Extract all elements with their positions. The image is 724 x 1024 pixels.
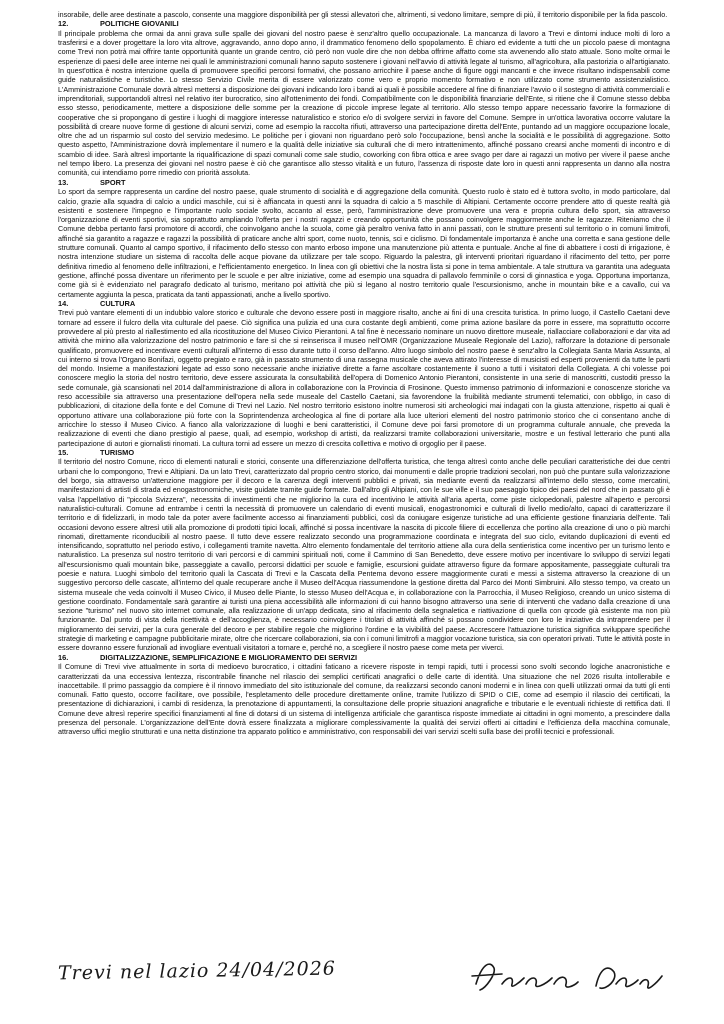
section-15: [58, 448, 670, 653]
section-body: Il principale problema che ormai da anni grava sulle spalle dei giovani del nostro paese è senz'altro quello occupazionale. La mancanza di lavoro a Trevi e dintorni induce molti di loro a trasferirsi e a dover progettare la loro vita altrove, aggravando, anno dopo anno, il drammatico fenomeno dello spopolamento. È chiaro ed evidente a tutti che un piccolo paese di montagna come Trevi non potrà mai offrire tante opportunità quante un grande centro, ciò però non vuole dire che non debba offrirne affatto come sta avvenendo allo stato attuale. Sono molte ormai le esperienze di paesi delle aree interne nei quali le amministrazioni comunali hanno saputo sostenere i giovani nell'avvio di attività legate al turismo, all'agricoltura, alla pastorizia o all'artigianato. In quest'ottica è nostra intenzione quella di promuovere specifici percorsi formativi, che possano arricchire il paese anche di figure oggi mancanti e che invece risultano indispensabili come guide naturalistiche e turistiche. Lo stesso Servizio Civile merita di essere valorizzato come vero e proprio momento formativo e non utilizzato come strumento assistenzialistico. L'Amministrazione Comunale dovrà altresì mettersi a disposizione dei giovani indicando loro i bandi ai quali è possibile accedere al fine di finanziare l'avvio o il sostegno di attività commerciali e imprenditoriali, supportandoli altresì nel relativo iter burocratico, sino all'ottenimento dei fondi. Compatibilmente con le disponibilità finanziarie dell'Ente, si ritiene che il Comune stesso debba esso stesso, periodicamente, mettere a disposizione delle somme per la creazione di piccole imprese legate al territorio. Allo stesso tempo appare necessario favorire la formazione di cooperative che si propongano di gestire i luoghi di maggiore interesse naturalistico e storico e/o di svolgere servizi in favore del Comune. Sempre in un'ottica lavorativa occorre valutare la possibilità di creare nuove forme di gestione di alcuni servizi, come ad esempio la raccolta rifiuti, attraverso una partecipazione diretta dell'Ente, puntando ad un maggiore occupazione locale, oltre che ad un risparmio sul costo del servizio medesimo. Le politiche per i giovani non riguardano però solo l'occupazione, bensì anche la socialità e le possibilità di aggregazione. Sotto questo aspetto, l'Amministrazione dovrà implementare il numero e la qualità delle iniziative sia culturali che di mero intrattenimento, affinché possano crearsi anche momenti di incontro e di scambio di idee. Sarà altresì importante la riqualificazione di spazi comunali come sale studio, coworking con fibra ottica e aree svago per dare ai ragazzi un motivo per vivere il paese anche nel tempo libero. La presenza dei giovani nel nostro paese è ciò che garantisce allo stesso vitalità e un futuro, l'assenza di risposte date loro in questi anni rappresenta un danno alla nostra comunità, cui intendiamo porre rimedio con priorità assoluta.: [58, 28, 670, 178]
section-title: TURISMO: [100, 447, 135, 457]
section-title: DIGITALIZZAZIONE, SEMPLIFICAZIONE E MIGLIORAMENTO DEI SERVIZI: [100, 652, 358, 662]
section-number: 15.: [58, 447, 69, 457]
section-number: 13.: [58, 177, 69, 187]
section-body: Il Comune di Trevi vive attualmente in sorta di medioevo burocratico, i cittadini faticano a ricevere risposte in tempi rapidi, tutti i processi sono svolti secondo logiche anacronistiche e caratterizzati da una eccessiva lentezza, riscontrabile finanche nel rilascio dei semplici certificati anagrafici o delle carte di identità. Una situazione che nel 2026 risulta intollerabile e inaccettabile. Il primo passaggio da compiere è il rinnovo immediato del sito istituzionale del comune, da realizzarsi secondo canoni moderni e in linea con quelli utilizzati ormai da tutti gli enti comunali. Fatto questo, occorre facilitare, ove possibile, l'espletamento delle procedure direttamente online, tramite l'utilizzo di SPID o CIE, come ad esempio il rilascio dei certificati, la presentazione di dichiarazioni, i cambi di residenza, la prenotazione di appuntamenti, la consultazione delle proprie situazioni anagrafiche e tributarie e le eventuali richieste di rettifica dati. Il Comune deve altresì reperire specifici finanziamenti al fine di dotarsi di un sistema di intelligenza artificiale che garantisca risposte immediate ai cittadini in ogni momento, a prescindere dalla presenza del personale. L'organizzazione dell'Ente dovrà essere finalizzata a migliorare complessivamente la qualità dei servizi offerti ai cittadini e l'efficienza della macchina comunale, attraverso uffici meglio strutturati e una netta distinzione tra apparato politico e amministrativo, con responsabili dei vari servizi scelti sulla base dei profili tecnici e professionali.: [58, 662, 670, 737]
section-body: Il territorio del nostro Comune, ricco di elementi naturali e storici, consente una differenziazione dell'offerta turistica, che tenga altresì conto anche delle peculiari caratteristiche dei due centri urbani che lo compongono, Trevi e Altipiani. Da un lato Trevi, caratterizzato dal proprio centro storico, dai monumenti e dalle proprie tradizioni secolari, non può che puntare sulla valorizzazione del borgo, sia attraverso un'attenzione maggiore per il decoro e la carenza degli interventi pubblici e privati, sia mediante eventi da realizzarsi all'interno dello stesso, come mercatini, manifestazioni di artisti di strada ed enogastronomiche, visite guidate tramite guide formate. Dall'altro gli Altipiani, con le sue ville e il suo paesaggio tipico dei paesi del nord che in passato gli è valsa l'appellativo di "piccola Svizzera", necessita di investimenti che ne migliorino la cura ed incentivino le attività all'aria aperta, come piste ciclopedonali, palestre all'aperto e percorsi naturalistici-culturali. Comune ad entrambe i centri la necessità di promuovere un calendario di eventi musicali, enogastronomici e culturali di livello medio/alto, capaci di caratterizzare il territorio e di fidelizzarli, in modo tale da poter avere facilmente accesso ai finanziamenti pubblici, così da coniugare esigenze turistiche ad una efficiente gestione finanziaria dell'ente. Tali occasioni devono essere altresì utili alla promozione di prodotti tipici locali, affinché si possa incentivare la nascita di piccole filiere di eccellenza che portino alla creazione di uno o più marchi rinomati, direttamente riconducibili al nostro paese. Il tutto deve essere realizzato secondo una programmazione coordinata e integrata del suo ciclo, evitando duplicazioni di eventi ed intensificando, soprattutto nel periodo estivo, i collegamenti tramite navetta. Altro elemento fondamentale del territorio attiene alla cura della sentieristica come incentivo per un turismo lento e naturalistico. La presenza sul nostro territorio di vari percorsi e di cammini spirituali noti, come il Cammino di San Benedetto, deve essere motivo per incentivare lo sviluppo di servizi legati all'escursionismo quali mountain bike, passeggiate a cavallo, percorsi didattici per scuole e famiglie, escursioni guidate attraverso figure da formare appositamente, passeggiate culturali tra poesie e natura. Luoghi simbolo del territorio quali la Cascata di Trevi e la Cascata della Pentema devono essere maggiormente curati e messi a sistema attraverso la creazione di un suggestivo percorso delle cascate, all'interno del quale recuperare anche il Museo dell'Acqua riassumendone la gestione diretta dal Parco dei Monti Simbruini. Allo stesso tempo, va creato un sistema museale che veda coinvolti il Museo Civico, il Museo delle Piante, lo stesso Museo dell'Acqua e, in collaborazione con la Parrocchia, il Museo Religioso, creando un unico sistema di gestione coordinato. Fondamentale sarà garantire ai turisti una piena accessibilità alle informazioni di cui hanno bisogno attraverso una serie di interventi che vadano dalla creazione di una sezione "turismo" nel nuovo sito internet comunale, alla realizzazione di un'app dedicata, sino al rifacimento della segnaletica e riattivazione di quella con qrcode già esistente ma non più funzionante. Dal punto di vista della ricettività e dell'accoglienza, è necessario coinvolgere i titolari di attività affinché si possano condividere con loro le iniziative da intraprendere per il miglioramento dei servizi, per la cura generale del decoro e per stabilire regole che migliorino l'ordine e la vivibilità del paese. Accrescere l'attuazione turistica significa sviluppare specifiche strategie di marketing e campagne pubblicitarie mirate, oltre che ricercare collaborazioni, sia con i comuni limitrofi a maggior vocazione turistica, sia con operatori privati. Tutte le attività poste in essere dovranno essere funzionali ad invogliare eventuali visitatori a tornare e, perché no, a scegliere il nostro paese come meta per viverci.: [58, 457, 670, 653]
intro-paragraph: insorabile, delle aree destinate a pascolo, consente una maggiore disponibilità per gli stessi allevatori che, altrimenti, si vedono limitare, sempre di più, il territorio disponibile per la fida pascolo.: [58, 10, 668, 19]
section-heading: [58, 19, 670, 29]
section-16: [58, 653, 670, 737]
section-title: POLITICHE GIOVANILI: [100, 19, 179, 29]
handwritten-signature: [468, 954, 668, 998]
section-heading: [58, 653, 670, 663]
section-heading: [58, 448, 670, 458]
section-heading: [58, 178, 670, 188]
place-date-handwritten: Trevi nel lazio 24/04/2026: [57, 957, 337, 985]
section-body: Trevi può vantare elementi di un indubbio valore storico e culturale che devono essere posti in maggiore risalto, anche ai fini di una crescita turistica. In primo luogo, il Castello Caetani deve tornare ad essere il fulcro della vita culturale del paese. Ciò significa una pulizia ed una cura costante degli ambienti, come prima azione basilare da porre in essere, ma soprattutto occorre provvedere al più presto al riallestimento ed alla ricostituzione del Museo Civico Pierantoni. A tal fine è necessario nominare un nuovo direttore museale, riallacciare collaborazioni e dar vita ad attività che mirino alla valorizzazione del nostro patrimonio e fare sì che si reinserisca il museo nell'OMR (Organizzazione Museale Regionale del Lazio), rafforzare la dotazione di personale qualificato, promuovere ed incentivare eventi culturali all'interno di esso durante tutto il corso dell'anno. Altro luogo simbolo del nostro paese è senz'altro la Collegiata Santa Maria Assunta, al cui interno si trova l'Organo Bonifazi, oggetto pregiato e raro, già in passato strumento di una rassegna musicale che aveva attirato l'interesse di musicisti ed esperti provenienti da tutte le parti del mondo. Insieme a manifestazioni legate ad esso sono necessarie anche iniziative dirette a farne ascoltare costantemente il suono a tutti i visitatori della Collegiata. A chi volesse poi conoscere meglio la storia del nostro territorio, deve essere assicurata la consultabilità dell'opera di Domenico Antonio Pierantoni, consistente in una serie di manoscritti, custoditi presso la sede comunale, già scansionati nel 2014 dall'amministrazione di allora in collaborazione con la Provincia di Frosinone. Questo immenso patrimonio di informazioni e conoscenze storiche va reso accessibile sia attraverso una presentazione dell'opera nella sede museale del Castello Caetani, sia favorendone la fruibilità mediante strumenti telematici, con obbligo, in caso di pubblicazioni, di citazione della fonte e del Comune di Trevi nel Lazio. Nel nostro territorio esistono inoltre numerosi siti archeologici mai indagati con la giusta attenzione, rispetto ai quali è opportuno attivare una collaborazione più forte con la Soprintendenza archeologica al fine di portare alla luce ulteriori elementi del nostro patrimonio storico che ci consentano anche di arricchire lo stesso il Museo Civico. A fianco alla valorizzazione di luoghi e beni caratteristici, il Comune deve poi farsi promotore di un programma culturale annuale, che preveda la realizzazione di eventi che diano prestigio al paese, quali, ad esempio, workshop di artisti, da realizzarsi tramite collaborazioni universitarie, mostre e un festival letterario che punti alla partecipazione di autori e giornalisti rinomati. La cultura torni ad essere un mezzo di crescita collettiva e motivo di orgoglio per il paese.: [58, 308, 670, 448]
signature-area: [57, 957, 670, 1010]
section-number: 14.: [58, 298, 69, 308]
section-12: [58, 19, 670, 177]
section-number: 12.: [58, 19, 69, 29]
section-14: [58, 299, 670, 448]
section-13: [58, 178, 670, 299]
section-body: Lo sport da sempre rappresenta un cardine del nostro paese, quale strumento di socialità e di aggregazione della comunità. Questo ruolo è stato ed è tuttora svolto, in modo particolare, dal calcio, grazie alla squadra di calcio a undici maschile, cui si è affiancata in questi anni la squadra di calcio a 5 maschile di Altipiani. Certamente occorre prendere atto di queste realtà già esistenti e sostenere l'impegno e l'importante ruolo sociale svolto, accanto al esse, però, l'amministrazione deve promuovere una vera e propria cultura dello sport, sia attraverso l'organizzazione di eventi sportivi, sia soprattutto ampliando l'offerta per i nostri ragazzi e creando opportunità che possano coinvolgere maggiormente anche le ragazze. Riteniamo che il Comune debba pertanto farsi promotore di accordi, che coinvolgano anche la scuola, come già peraltro veniva fatto in anni passati, con le strutture presenti sul territorio o in comuni limitrofi, affinché sia garantito a ragazze e ragazzi la possibilità di praticare anche altri sport, come nuoto, tennis, sci e ciclismo. Di fondamentale importanza è anche una corretta e sana gestione delle strutture comunali. Quanto al campo sportivo, il rifacimento dello stesso con manto erboso impone una manutenzione più attenta e puntuale. Anche al fine di abbattere i costi di irrigazione, è nostra intenzione studiare un sistema di raccolta delle acque piovane da utilizzare per tale scopo. Riguardo la palestra, gli interventi prioritari riguardano il rifacimento del tetto, per porre definitiva rimedio al fenomeno delle infiltrazioni, e l'efficientamento energetico. In linea con gli obiettivi che la nostra lista si pone in tema ambientale. A tale struttura va garantita una adeguata gestione, affinché possa diventare un riferimento per le scuole e per altre iniziative, come ad esempio una squadra di pallavolo femminile o corsi di ginnastica e yoga. Opportuna importanza, come già si è evidenziato nel paragrafo dedicato al turismo, meritano poi attività che più si legano al nostro territorio quale l'escursionismo, anche in mountain bike e a cavallo, cui va certamente aggiunta la pesca, praticata da tanti appassionati, anche a livello sportivo.: [58, 187, 670, 299]
section-heading: [58, 299, 670, 309]
document-page: [58, 10, 670, 737]
section-title: SPORT: [100, 177, 126, 187]
section-title: CULTURA: [100, 298, 136, 308]
section-number: 16.: [58, 652, 69, 662]
